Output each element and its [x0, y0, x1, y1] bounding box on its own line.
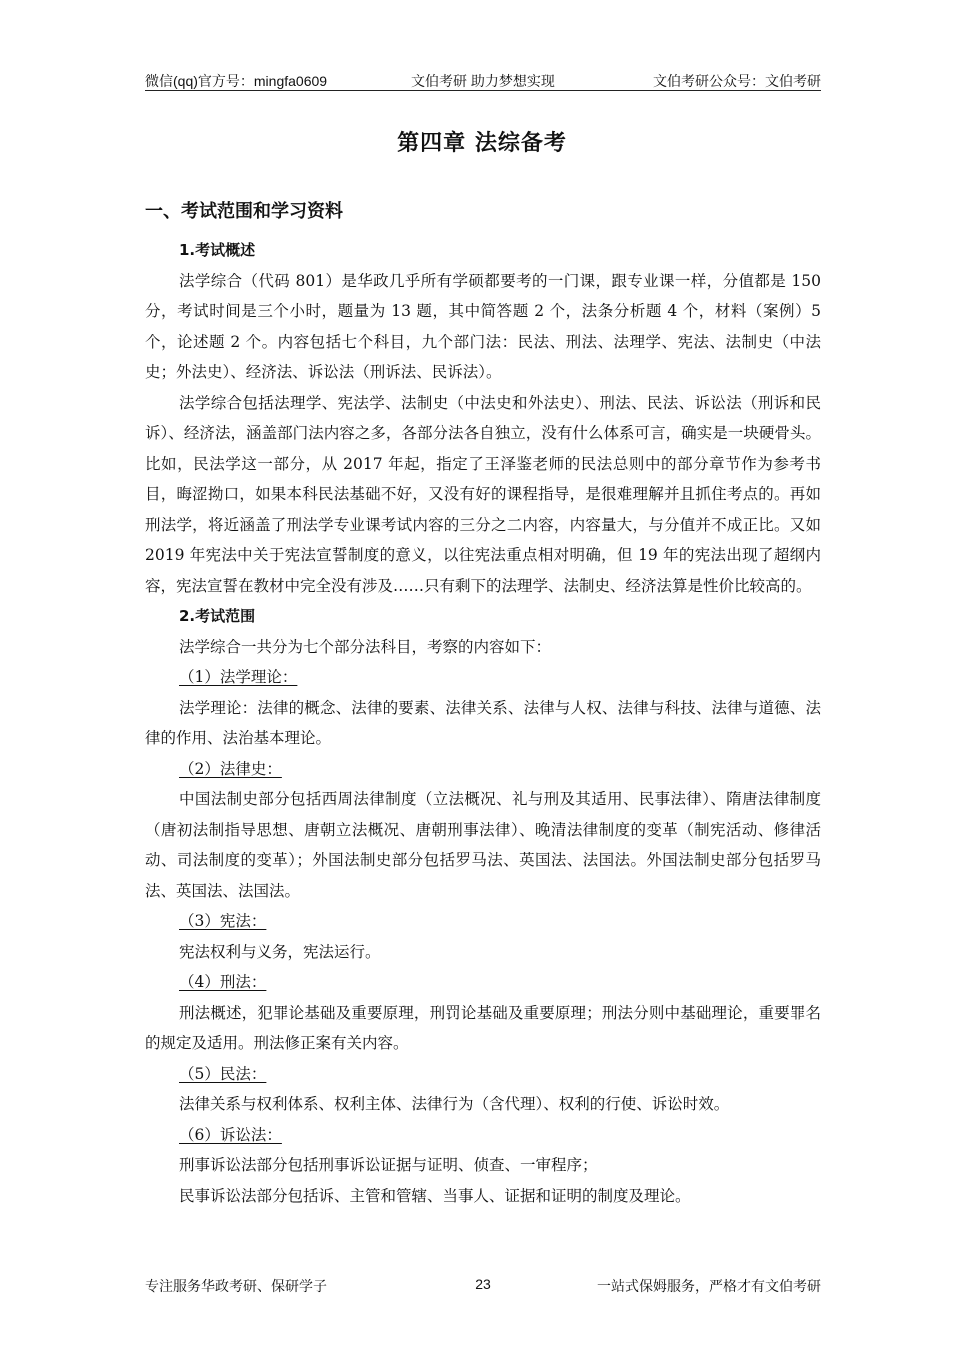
footer-left-text: 专注服务华政考研、保研学子	[145, 1279, 327, 1295]
item-heading: （3）宪法：	[179, 912, 267, 930]
header-right-text: 文伯考研公众号：文伯考研	[653, 73, 821, 89]
item-body: 刑事诉讼法部分包括刑事诉讼证据与证明、侦查、一审程序；	[179, 1156, 598, 1174]
item-heading: （4）刑法：	[179, 973, 267, 991]
section-title: 一、考试范围和学习资料	[145, 201, 343, 222]
item-body: 民事诉讼法部分包括诉、主管和管辖、当事人、证据和证明的制度及理论。	[179, 1186, 691, 1205]
item-heading: （6）诉讼法：	[179, 1125, 282, 1144]
page-content	[145, 235, 821, 1211]
subheading-exam-scope: 2.考试范围	[179, 607, 256, 625]
chapter-title: 第四章 法综备考	[397, 131, 567, 156]
header-left-text: 微信(qq)官方号：mingfa0609	[145, 73, 328, 89]
page-footer	[145, 1276, 821, 1296]
paragraph: 法学综合一共分为七个部分法科目，考察的内容如下：	[179, 637, 552, 656]
footer-right-text: 一站式保姆服务，严格才有文伯考研	[597, 1279, 821, 1295]
item-body: 法学理论：法律的概念、法律的要素、法律关系、法律与人权、法律与科技、法律与道德、法律的作用、法治基本理论。	[145, 698, 821, 747]
paragraph: 法学综合（代码 801）是华政几乎所有学硕都要考的一门课，跟专业课一样，分值都是 150 分，考试时间是三个小时，题量为 13 题，其中简答题 2 个，法条分析题 4 个，材料（案例）5 个，论述题 2 个。内容包括七个科目，九个部门法：民法、刑法、法理学、宪法、法制史（中法史；外法史）、经济法、诉讼法（刑诉法、民诉法）。	[145, 271, 821, 381]
item-body: 宪法权利与义务，宪法运行。	[179, 942, 381, 961]
item-body: 刑法概述，犯罪论基础及重要原理，刑罚论基础及重要原理；刑法分则中基础理论，重要罪名的规定及适用。刑法修正案有关内容。	[145, 1003, 821, 1052]
item-heading: （2）法律史：	[179, 759, 282, 778]
page-header	[145, 68, 821, 91]
page-number: 23	[475, 1276, 491, 1292]
header-center-text: 文伯考研 助力梦想实现	[411, 73, 555, 89]
item-body: 法律关系与权利体系、权利主体、法律行为（含代理）、权利的行使、诉讼时效。	[179, 1095, 730, 1113]
item-heading: （1）法学理论：	[179, 668, 298, 686]
item-heading: （5）民法：	[179, 1064, 267, 1083]
subheading-exam-overview: 1.考试概述	[179, 241, 256, 259]
item-body: 中国法制史部分包括西周法律制度（立法概况、礼与刑及其适用、民事法律）、隋唐法律制度（唐初法制指导思想、唐朝立法概况、唐朝刑事法律）、晚清法律制度的变革（制宪活动、修律活动、司法制度的变革）；外国法制史部分包括罗马法、英国法、法国法。外国法制史部分包括罗马法、英国法、法国法。	[145, 790, 821, 900]
paragraph: 法学综合包括法理学、宪法学、法制史（中法史和外法史）、刑法、民法、诉讼法（刑诉和民诉）、经济法，涵盖部门法内容之多，各部分法各自独立，没有什么体系可言，确实是一块硬骨头。比如，民法学这一部分，从 2017 年起，指定了王泽鉴老师的民法总则中的部分章节作为参考书目，晦涩拗口，如果本科民法基础不好，又没有好的课程指导，是很难理解并且抓住考点的。再如刑法学，将近涵盖了刑法学专业课考试内容的三分之二内容，内容量大，与分值并不成正比。又如 2019 年宪法中关于宪法宣誓制度的意义，以往宪法重点相对明确，但 19 年的宪法出现了超纲内容，宪法宣誓在教材中完全没有涉及……只有剩下的法理学、法制史、经济法算是性价比较高的。	[145, 393, 821, 595]
